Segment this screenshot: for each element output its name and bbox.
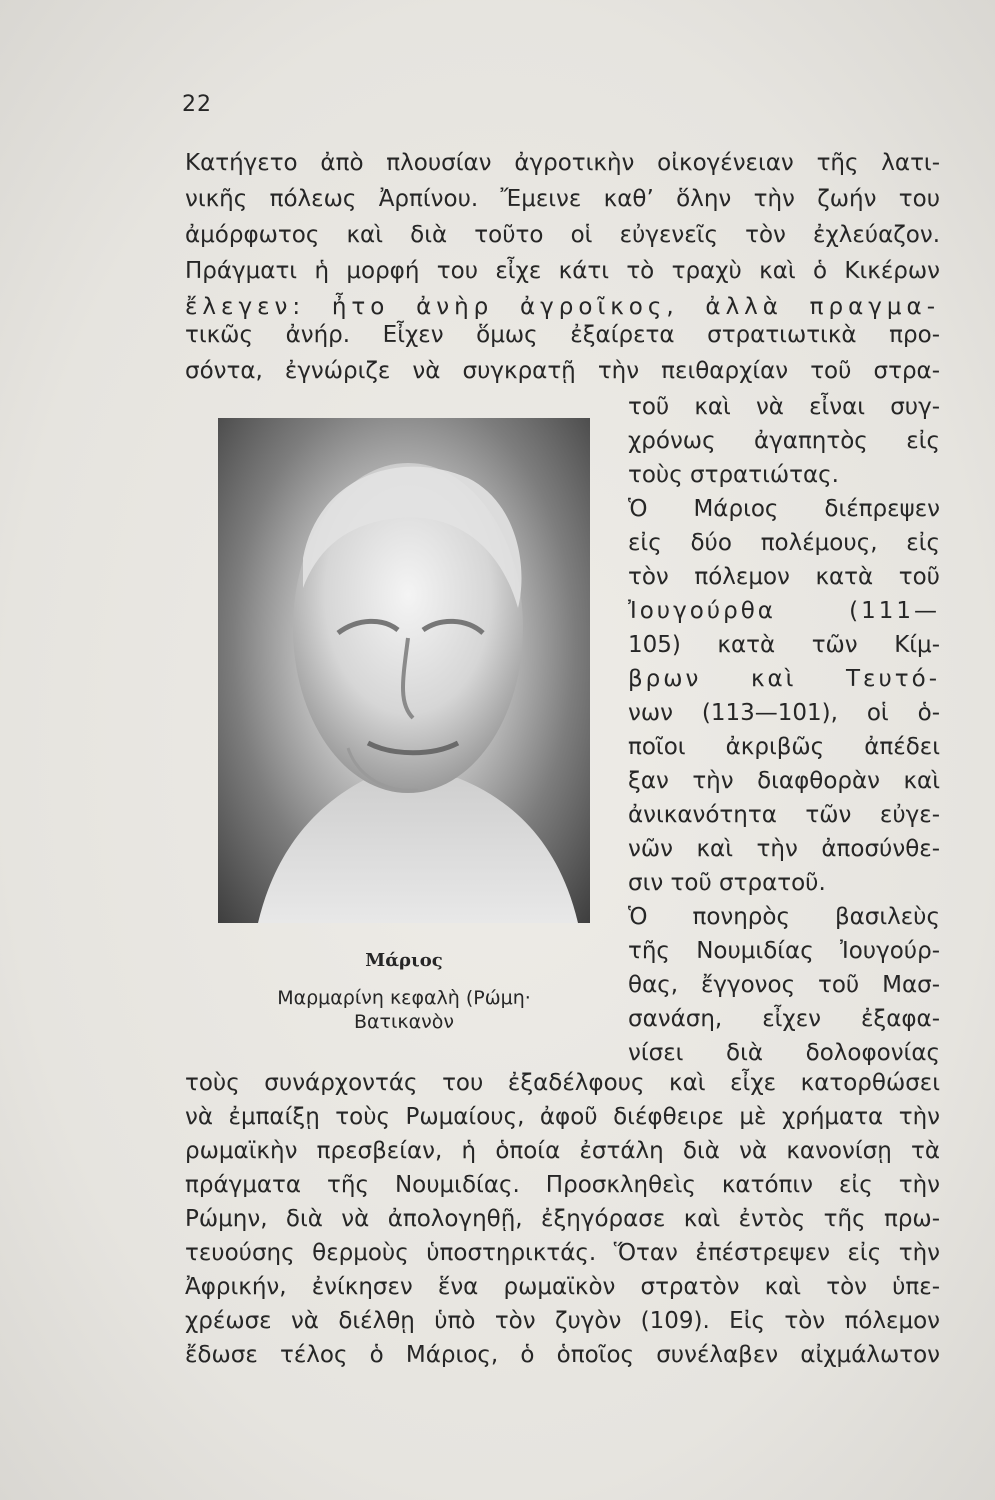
text-line: θας, ἔγγονος τοῦ Μασ- [628,972,940,998]
text-line: νῶν καὶ τὴν ἀποσύνθε- [628,836,940,862]
text-line: τῆς Νουμιδίας Ἰουγούρ- [628,938,940,964]
text-line: σανάση, εἶχεν ἐξαφα- [628,1006,940,1032]
text-line: τὸν πόλεμον κατὰ τοῦ [628,564,940,590]
bust-photograph [218,418,590,923]
text-line: ρωμαϊκὴν πρεσβείαν, ἡ ὁποία ἐστάλη διὰ νὰ κανονίσῃ τὰ [185,1138,940,1164]
text-line: Κατήγετο ἀπὸ πλουσίαν ἀγροτικὴν οἰκογένειαν τῆς λατι- [185,150,940,176]
text-line: Ἰουγούρθα (111— [628,598,940,624]
figure-caption-line: Βατικανὸν [353,1011,454,1033]
text-line: τοῦ καὶ νὰ εἶναι συγ- [628,394,940,420]
text-line: τικῶς ἀνήρ. Εἶχεν ὅμως ἐξαίρετα στρατιωτικὰ προ- [185,322,940,348]
figure-caption-title: Μάριος [365,950,443,971]
text-line: σιν τοῦ στρατοῦ. [628,870,826,896]
text-line: εἰς δύο πολέμους, εἰς [628,530,940,556]
text-line: πράγματα τῆς Νουμιδίας. Προσκληθεὶς κατόπιν εἰς τὴν [185,1172,940,1198]
text-line: Πράγματι ἡ μορφή του εἶχε κάτι τὸ τραχὺ καὶ ὁ Κικέρων [185,258,940,284]
text-line: χρόνως ἀγαπητὸς εἰς [628,428,940,454]
text-line: βρων καὶ Τευτό- [628,666,940,692]
text-line: Ὁ Μάριος διέπρεψεν [628,496,940,522]
text-line: ξαν τὴν διαφθορὰν καὶ [628,768,940,794]
text-line: νίσει διὰ δολοφονίας [628,1040,940,1066]
marble-bust-illustration [218,418,590,923]
page-number: 22 [182,92,212,117]
text-line: χρέωσε νὰ διέλθῃ ὑπὸ τὸν ζυγὸν (109). Εἰς τὸν πόλεμον [185,1308,940,1334]
text-line: 105) κατὰ τῶν Κίμ- [628,632,940,658]
text-line: ποῖοι ἀκριβῶς ἀπέδει [628,734,940,760]
text-line: ἔδωσε τέλος ὁ Μάριος, ὁ ὁποῖος συνέλαβεν αἰχμάλωτον [185,1342,940,1368]
text-line: τοὺς στρατιώτας. [628,462,839,488]
text-line: Ρώμην, διὰ νὰ ἀπολογηθῇ, ἐξηγόρασε καὶ ἐντὸς τῆς πρω- [185,1206,940,1232]
text-line: νὰ ἐμπαίξῃ τοὺς Ρωμαίους, ἀφοῦ διέφθειρε μὲ χρήματα τὴν [185,1104,940,1130]
figure-caption-line: Μαρμαρίνη κεφαλὴ (Ρώμη· [277,987,531,1009]
text-line: Ὁ πονηρὸς βασιλεὺς [628,904,940,930]
text-line: σόντα, ἐγνώριζε νὰ συγκρατῇ τὴν πειθαρχίαν τοῦ στρα- [185,358,940,384]
text-line: νικῆς πόλεως Ἀρπίνου. Ἔμεινε καθ’ ὅλην τὴν ζωήν του [185,186,940,212]
text-line: τοὺς συνάρχοντάς του ἐξαδέλφους καὶ εἶχε κατορθώσει [185,1070,940,1096]
text-line: Ἀφρικήν, ἐνίκησεν ἕνα ρωμαϊκὸν στρατὸν καὶ τὸν ὑπε- [185,1274,940,1300]
text-line: ἀμόρφωτος καὶ διὰ τοῦτο οἱ εὐγενεῖς τὸν ἐχλεύαζον. [185,222,940,248]
text-line: ἔλεγεν: ἦτο ἀνὴρ ἀγροῖκος, ἀλλὰ πραγμα- [185,294,940,320]
text-line: τευούσης θερμοὺς ὑποστηρικτάς. Ὅταν ἐπέστρεψεν εἰς τὴν [185,1240,940,1266]
text-line: ἀνικανότητα τῶν εὐγε- [628,802,940,828]
text-line: νων (113—101), οἱ ὁ- [628,700,940,726]
